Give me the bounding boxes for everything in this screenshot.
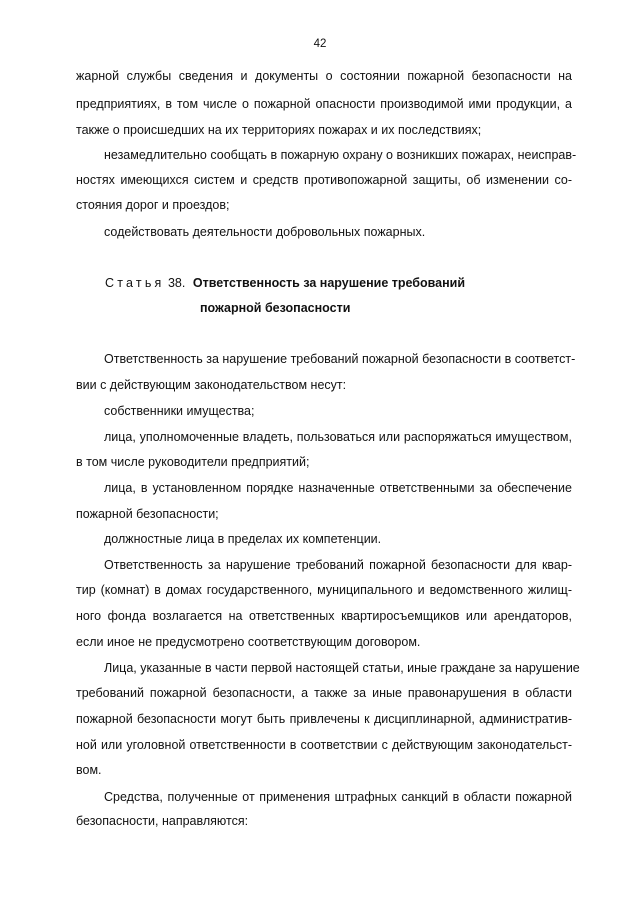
article-word: Статья [105, 276, 165, 290]
text-line: лица, в установленном порядке назначенные ответственными за обеспечение [104, 481, 572, 495]
text-line: предприятиях, в том числе о пожарной опасности производимой ими продукции, а [76, 97, 572, 111]
text-line: пожарной безопасности; [76, 507, 219, 521]
article-title-line2: пожарной безопасности [200, 301, 351, 315]
text-line: должностные лица в пределах их компетенции. [104, 532, 382, 546]
article-heading [105, 275, 465, 291]
text-line: тир (комнат) в домах государственного, муниципального и ведомственного жилищ- [76, 583, 572, 597]
text-line: требований пожарной безопасности, а также за иные правонарушения в области [76, 686, 572, 700]
text-line: если иное не предусмотрено соответствующим договором. [76, 635, 421, 649]
page-number: 42 [313, 38, 327, 50]
text-line: Ответственность за нарушение требований пожарной безопасности для квар- [104, 558, 572, 572]
text-line: Средства, полученные от применения штрафных санкций в области пожарной [104, 790, 572, 804]
text-line: безопасности, направляются: [76, 814, 249, 828]
text-line: Ответственность за нарушение требований пожарной безопасности в соответст- [104, 352, 576, 366]
text-line: содействовать деятельности добровольных пожарных. [104, 225, 426, 239]
text-line: Лица, указанные в части первой настоящей статьи, иные граждане за нарушение [104, 661, 580, 675]
text-line: собственники имущества; [104, 404, 255, 418]
text-line: незамедлительно сообщать в пожарную охрану о возникших пожарах, неисправ- [104, 148, 577, 162]
text-line: в том числе руководители предприятий; [76, 455, 310, 469]
text-line: ностях имеющихся систем и средств противопожарной защиты, об изменении со- [76, 173, 572, 187]
text-line: вом. [76, 763, 102, 777]
article-title-line1: Ответственность за нарушение требований [192, 276, 466, 290]
text-line: ного фонда возлагается на ответственных квартиросъемщиков или арендаторов, [76, 609, 572, 623]
article-number: 38. [167, 276, 186, 290]
text-line: жарной службы сведения и документы о состоянии пожарной безопасности на [76, 69, 572, 83]
text-line: ной или уголовной ответственности в соответствии с действующим законодательст- [76, 738, 572, 752]
text-line: также о происшедших на их территориях пожарах и их последствиях; [76, 123, 482, 137]
text-line: стояния дорог и проездов; [76, 198, 230, 212]
text-line: вии с действующим законодательством несут: [76, 378, 347, 392]
text-line: пожарной безопасности могут быть привлечены к дисциплинарной, административ- [76, 712, 572, 726]
text-line: лица, уполномоченные владеть, пользоваться или распоряжаться имуществом, [104, 430, 572, 444]
